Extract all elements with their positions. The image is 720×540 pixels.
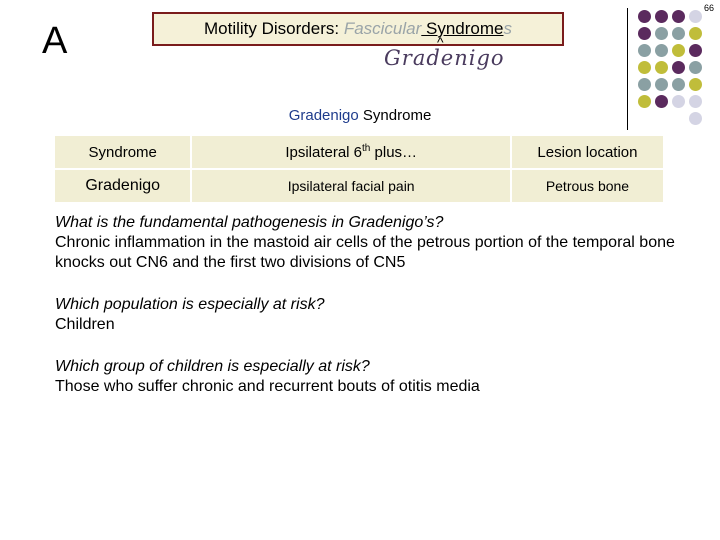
header-ipsilateral-sup: th <box>362 143 371 154</box>
decorative-dot <box>672 78 685 91</box>
decorative-dot <box>689 44 702 57</box>
decorative-dot <box>638 78 651 91</box>
decorative-dot <box>672 27 685 40</box>
handwritten-caret: ^ <box>437 34 444 50</box>
qa-answer: Chronic inflammation in the mastoid air cells of the petrous portion of the temporal bone knocks out CN6 and the first two divisions of CN5 <box>55 234 675 271</box>
qa-answer: Children <box>55 316 115 333</box>
header-lesion: Lesion location <box>512 136 663 168</box>
title-underlined: Syndrome <box>421 19 504 38</box>
qa-question: Which group of children is especially at risk? <box>55 358 370 375</box>
decorative-dot <box>638 10 651 23</box>
decorative-dot <box>689 61 702 74</box>
cell-syndrome: Gradenigo <box>55 170 190 202</box>
cell-ipsilateral: Ipsilateral facial pain <box>192 170 509 202</box>
header-ipsilateral-base: Ipsilateral 6 <box>285 144 363 161</box>
decorative-dot <box>689 27 702 40</box>
table-caption <box>0 107 720 124</box>
decorative-dot <box>672 44 685 57</box>
table-header-row <box>55 136 663 168</box>
qa-block <box>55 295 675 335</box>
title-prefix: Motility Disorders: <box>204 19 344 38</box>
slide-title <box>152 12 564 46</box>
decorative-dot <box>689 10 702 23</box>
section-letter: A <box>42 20 68 62</box>
header-ipsilateral-tail: plus… <box>370 144 418 161</box>
qa-block <box>55 357 675 397</box>
decorative-dot <box>655 44 668 57</box>
title-faded-suffix: s <box>503 19 512 38</box>
cell-lesion: Petrous bone <box>512 170 663 202</box>
decorative-dot <box>638 61 651 74</box>
caption-rest: Syndrome <box>358 107 432 124</box>
qa-question: Which population is especially at risk? <box>55 296 325 313</box>
qa-block <box>55 213 675 273</box>
qa-question: What is the fundamental pathogenesis in Gradenigo’s? <box>55 214 444 231</box>
qa-content <box>55 213 675 419</box>
decorative-dot <box>672 61 685 74</box>
caption-highlight: Gradenigo <box>288 107 359 124</box>
table-row <box>55 170 663 202</box>
header-ipsilateral <box>192 136 509 168</box>
decorative-dot <box>689 78 702 91</box>
decorative-dot <box>638 27 651 40</box>
decorative-dot <box>655 61 668 74</box>
decorative-dot <box>655 27 668 40</box>
handwritten-insert: Gradenigo <box>384 46 505 70</box>
decorative-dot <box>672 10 685 23</box>
decorative-dot <box>655 10 668 23</box>
decorative-dot <box>638 44 651 57</box>
header-syndrome: Syndrome <box>55 136 190 168</box>
title-faded-word: Fascicular <box>343 19 422 38</box>
syndrome-table <box>53 134 665 204</box>
slide-number: 66 <box>703 3 714 13</box>
qa-answer: Those who suffer chronic and recurrent bouts of otitis media <box>55 378 480 395</box>
decorative-dot <box>655 78 668 91</box>
